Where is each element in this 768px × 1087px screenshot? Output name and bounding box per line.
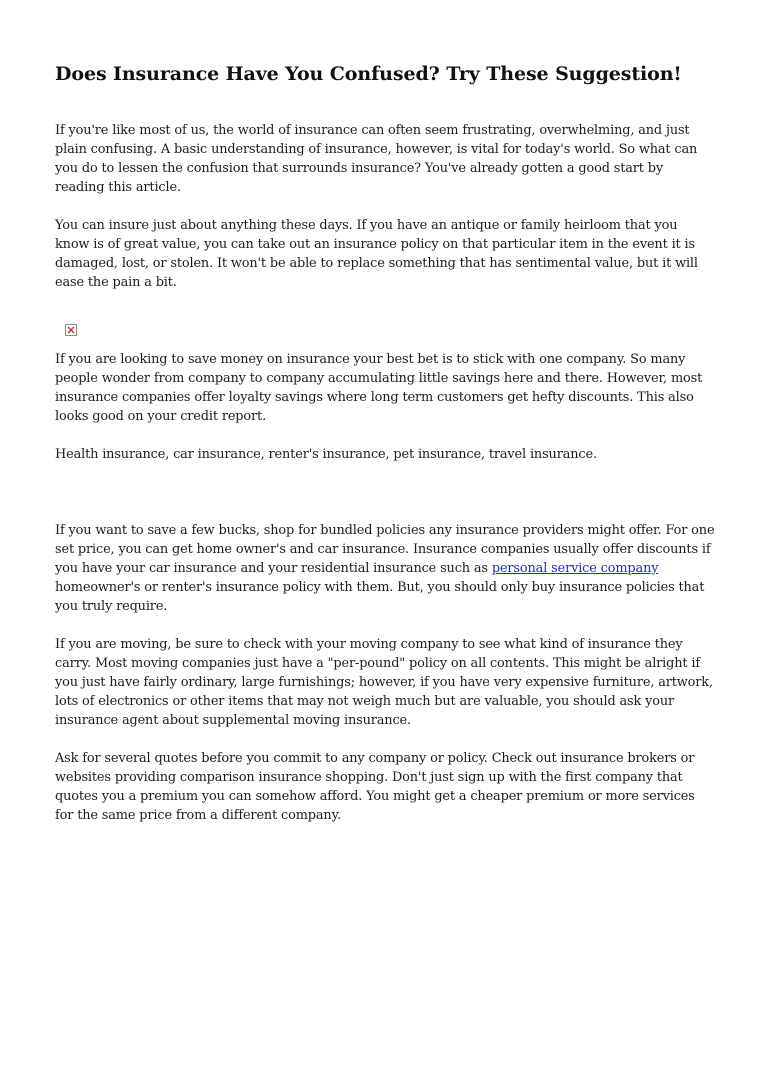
paragraph-text: If you want to save a few bucks, shop for bundled policies any insurance providers might offer. For one set price, you can get home owner's and car insurance. Insurance companies usually offer discounts if you have your car insurance and your residential insurance such as	[55, 523, 715, 576]
paragraph-bundled-policies	[55, 521, 715, 616]
personal-service-company-link[interactable]: personal service company	[491, 561, 659, 576]
paragraph-insurance-types: Health insurance, car insurance, renter's insurance, pet insurance, travel insurance.	[55, 447, 597, 462]
paragraph-moving: If you are moving, be sure to check with your moving company to see what kind of insurance they carry. Most moving companies just have a "per-pound" policy on all contents. This might be alright if you just have fairly ordinary, large furnishings; however, if you have very expensive furniture, artwork, lots of electronics or other items that may not weigh much but are valuable, you should ask your insurance agent about supplemental moving insurance.	[55, 637, 713, 728]
paragraph-text: homeowner's or renter's insurance policy with them. But, you should only buy insurance policies that you truly require.	[55, 580, 705, 614]
image-placeholder	[55, 314, 715, 350]
document-page	[55, 60, 715, 825]
paragraph-intro: If you're like most of us, the world of insurance can often seem frustrating, overwhelming, and just plain confusing. A basic understanding of insurance, however, is vital for today's world. So what can you do to lessen the confusion that surrounds insurance? You've already gotten a good start by reading this article.	[55, 123, 698, 195]
document-title: Does Insurance Have You Confused? Try These Suggestion!	[55, 63, 682, 85]
paragraph-quotes: Ask for several quotes before you commit to any company or policy. Check out insurance brokers or websites providing comparison insurance shopping. Don't just sign up with the first company that quotes you a premium you can somehow afford. You might get a cheaper premium or more services for the same price from a different company.	[55, 751, 695, 823]
paragraph-one-company: If you are looking to save money on insurance your best bet is to stick with one company. So many people wonder from company to company accumulating little savings here and there. However, most insurance companies offer loyalty savings where long term customers get hefty discounts. This also looks good on your credit report.	[55, 352, 703, 424]
paragraph-insure-anything: You can insure just about anything these days. If you have an antique or family heirloom that you know is of great value, you can take out an insurance policy on that particular item in the event it is damaged, lost, or stolen. It won't be able to replace something that has sentimental value, but it will ease the pain a bit.	[55, 218, 698, 290]
broken-image-icon	[65, 324, 77, 336]
